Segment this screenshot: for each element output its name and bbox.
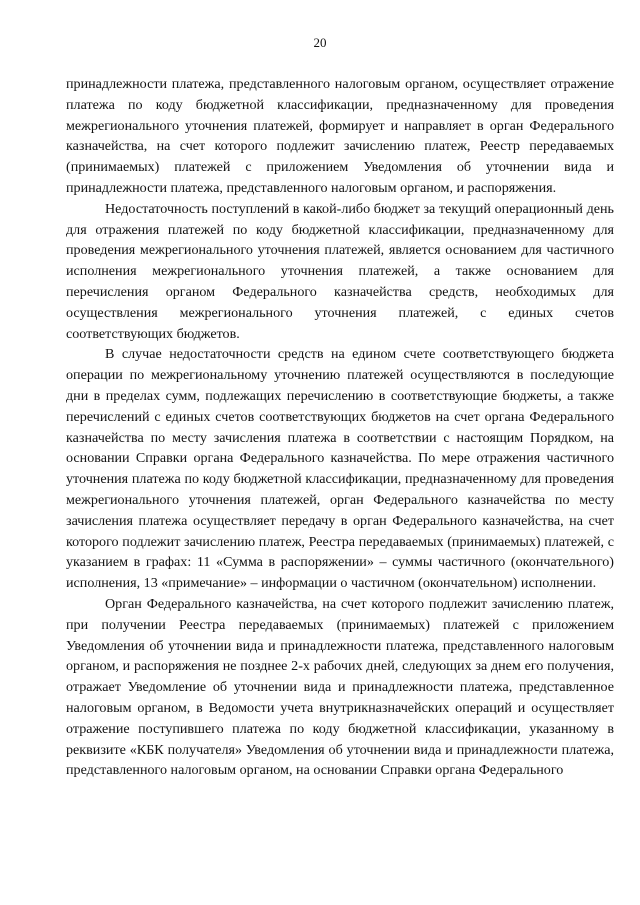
- body-text: [66, 74, 614, 781]
- paragraph-4: Орган Федерального казначейства, на счет которого подлежит зачислению платеж, при получении Реестра передаваемых (принимаемых) платежей с приложением Уведомления об уточнении вида и принадлежности платежа, представленного налоговым органом, и распоряжения не позднее 2-х рабочих дней, следующих за днем его получения, отражает Уведомление об уточнении вида и принадлежности платежа, представленное налоговым органом, в Ведомости учета внутрикназначейских операций и осуществляет отражение поступившего платежа по коду бюджетной классификации, указанному в реквизите «КБК получателя» Уведомления об уточнении вида и принадлежности платежа, представленного налоговым органом, на основании Справки органа Федерального: [66, 595, 614, 779]
- page-number: 20: [313, 35, 327, 50]
- paragraph-2: Недостаточность поступлений в какой-либо бюджет за текущий операционный день для отражения платежей по коду бюджетной классификации, предназначенному для проведения межрегионального уточнения платежей, является основанием для частичного исполнения межрегионального уточнения платежей, а также основанием для перечисления органом Федерального казначейства средств, необходимых для осуществления межрегионального уточнения платежей, с единых счетов соответствующих бюджетов.: [66, 200, 614, 342]
- paragraph-1: принадлежности платежа, представленного налоговым органом, осуществляет отражение платежа по коду бюджетной классификации, предназначенному для проведения межрегионального уточнения платежей, формирует и направляет в орган Федерального казначейства, на счет которого подлежит зачислению платеж, Реестр передаваемых (принимаемых) платежей с приложением Уведомления об уточнении вида и принадлежности платежа, представленного налоговым органом, и распоряжения.: [66, 76, 614, 196]
- paragraph-3: В случае недостаточности средств на едином счете соответствующего бюджета операции по межрегиональному уточнению платежей осуществляются в последующие дни в пределах сумм, подлежащих перечислению в соответствующие бюджеты, а также перечислений с единых счетов соответствующих бюджетов на счет органа Федерального казначейства по месту зачисления платежа в соответствии с настоящим Порядком, на основании Справки органа Федерального казначейства. По мере отражения частичного уточнения платежа по коду бюджетной классификации, предназначенному для проведения межрегионального уточнения платежей, орган Федерального казначейства по месту зачисления платежа осуществляет передачу в орган Федерального казначейства, на счет которого подлежит зачислению платеж, Реестра передаваемых (принимаемых) платежей, с указанием в графах: 11 «Сумма в распоряжении» – суммы частичного (окончательного) исполнения, 13 «примечание» – информации о частичном (окончательном) исполнении.: [66, 346, 614, 592]
